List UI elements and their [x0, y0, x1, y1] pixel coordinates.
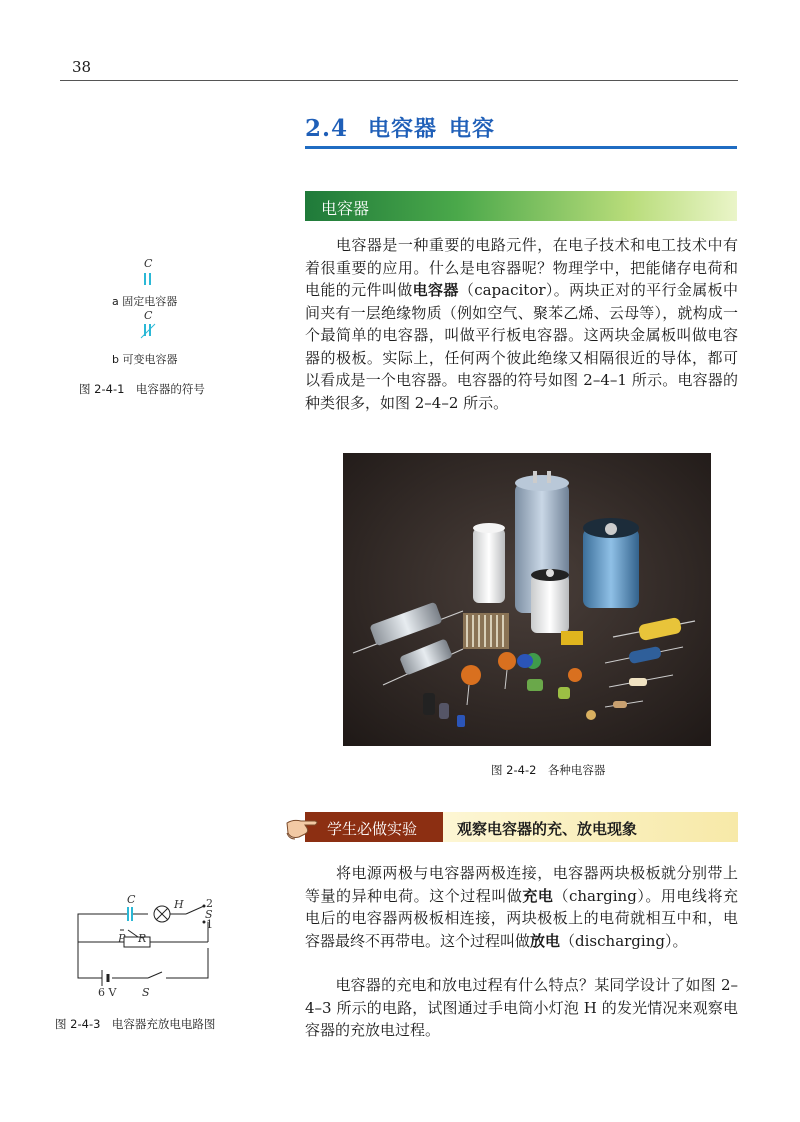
symbol-b-label-c: C	[144, 309, 153, 322]
circuit-label-s1: S	[205, 908, 213, 921]
section-title	[305, 112, 495, 143]
question-paragraph	[305, 974, 738, 1042]
question-text: 电容器的充电和放电过程有什么特点？某同学设计了如图 2–4–3 所示的电路，试图通过手电筒小灯泡 H 的发光情况来观察电容器的充放电过程。	[305, 976, 738, 1039]
section-title-part1: 电容器	[368, 116, 438, 142]
intro-text-2: （capacitor）。两块正对的平行金属板中间夹有一层绝缘物质（例如空气、聚苯乙烯、云母等），就构成一个最简单的电容器，叫做平行板电容器。这两块金属板叫做电容器的极板。实际上，任何两个彼此绝缘又相隔很近的导体，都可以看成是一个电容器。电容器的符号如图 2–4–1 所示。电容器的种类很多，如图 2–4–2 所示。	[305, 281, 738, 412]
variable-capacitor-symbol	[140, 322, 158, 340]
fixed-capacitor-symbol	[140, 271, 156, 287]
symbol-a-label-c: C	[144, 257, 153, 270]
circuit-label-2: 2	[206, 897, 213, 910]
charge-text-3: （discharging）。	[560, 931, 688, 950]
figure-2-4-3-caption: 图 2-4-3 电容器充放电电路图	[55, 1017, 216, 1031]
charge-discharge-circuit-diagram	[68, 892, 218, 1000]
charge-text-1: 将电源两极与电容器两极连接，电容器两块极板就分别带上等量的异种电荷。这个过程叫做	[305, 864, 738, 905]
circuit-label-r: R	[138, 932, 147, 945]
section-title-part2: 电容	[449, 116, 496, 142]
page-number: 38	[72, 58, 92, 76]
circuit-label-h: H	[174, 898, 184, 911]
subsection-header	[305, 191, 737, 221]
experiment-tag-label: 学生必做实验	[327, 820, 418, 838]
subsection-title: 电容器	[321, 199, 370, 218]
term-capacitor: 电容器	[412, 281, 459, 299]
experiment-title-box	[443, 812, 738, 842]
capacitors-photo	[343, 453, 711, 746]
experiment-header	[305, 812, 738, 842]
symbol-b-caption: b 可变电容器	[112, 353, 178, 366]
circuit-label-c: C	[127, 893, 136, 906]
symbol-a-caption: a 固定电容器	[112, 295, 178, 308]
section-number: 2.4	[305, 115, 349, 142]
circuit-label-s2: S	[142, 986, 150, 999]
hand-pointing-icon	[285, 813, 321, 843]
circuit-label-1: 1	[206, 918, 213, 931]
title-rule	[305, 146, 737, 149]
figure-2-4-1-caption: 图 2-4-1 电容器的符号	[79, 382, 205, 396]
circuit-label-6v: 6 V	[98, 986, 117, 999]
term-discharging: 放电	[530, 931, 561, 950]
circuit-label-p: P	[118, 932, 126, 945]
intro-text-1: 电容器是一种重要的电路元件，在电子技术和电工技术中有着很重要的应用。什么是电容器呢？物理学中，把能储存电荷和电能的元件叫做	[305, 236, 738, 299]
term-charging: 充电	[522, 886, 554, 905]
experiment-title: 观察电容器的充、放电现象	[457, 820, 638, 838]
charging-paragraph	[305, 862, 738, 952]
charge-text-2: （charging）。用电线将充电后的电容器两极板相连接，两块极板上的电荷就相互中和，电容器最终不再带电。这个过程叫做	[305, 886, 738, 950]
intro-paragraph	[305, 234, 738, 414]
header-rule	[60, 80, 738, 81]
figure-2-4-2-caption: 图 2-4-2 各种电容器	[491, 763, 606, 777]
experiment-tag	[305, 812, 443, 842]
